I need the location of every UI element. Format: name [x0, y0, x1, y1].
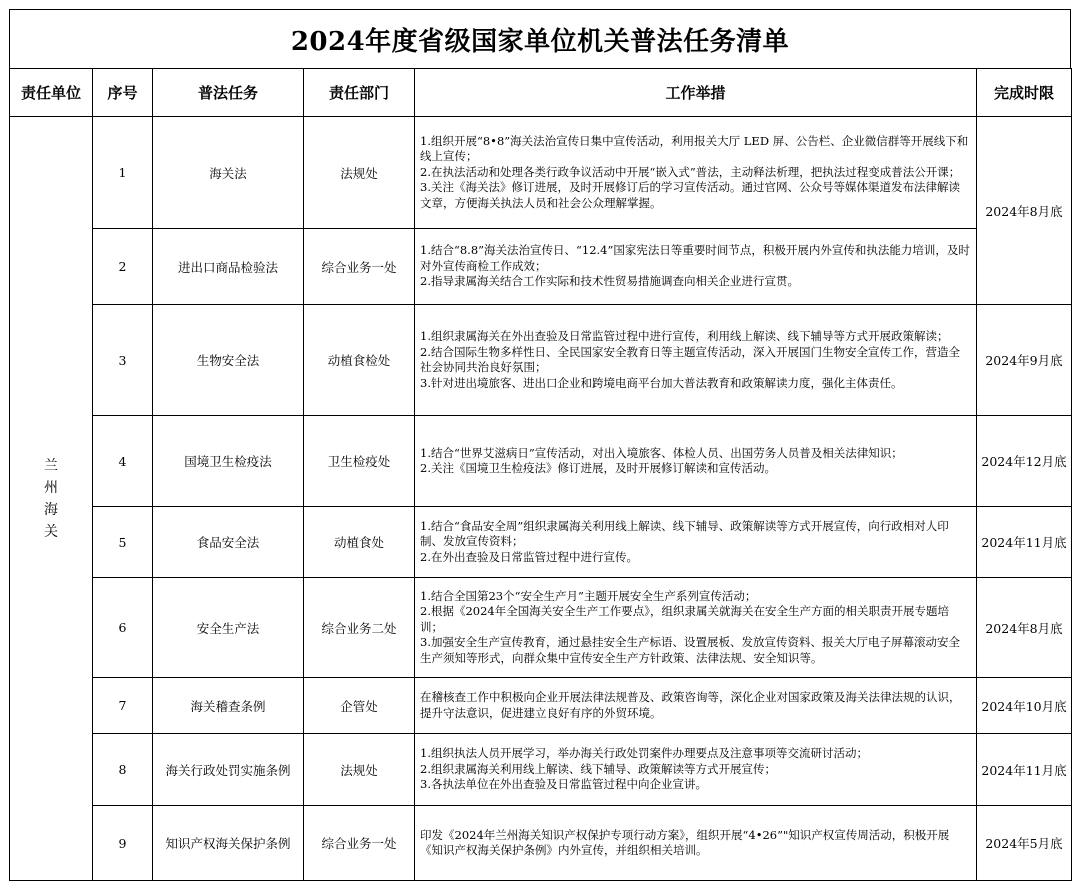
row-task: 知识产权海关保护条例: [153, 806, 304, 881]
measure-line: 在稽核查工作中积极向企业开展法律法规普及、政策咨询等，深化企业对国家政策及海关法律法规的认识，提升守法意识，促进建立良好有序的外贸环境。: [420, 690, 961, 720]
row-task: 海关法: [153, 117, 304, 229]
row-no: 6: [93, 578, 153, 678]
measure-line: 2.结合国际生物多样性日、全民国家安全教育日等主题宣传活动，深入开展国门生物安全宣传工作，营造全社会协同共治良好氛围；: [420, 344, 960, 374]
row-no: 4: [93, 416, 153, 507]
row-dept: 综合业务二处: [304, 578, 415, 678]
row-measures: [415, 416, 977, 507]
row-measures: [415, 229, 977, 305]
table-row: [10, 229, 1072, 305]
table-row: [10, 678, 1072, 734]
row-deadline: 2024年11月底: [977, 507, 1072, 578]
measure-line: 2.在外出查验及日常监管过程中进行宣传。: [420, 549, 638, 564]
header-unit: 责任单位: [10, 69, 93, 117]
document-sheet: [9, 9, 1071, 881]
row-no: 3: [93, 305, 153, 416]
row-measures: [415, 806, 977, 881]
row-no: 9: [93, 806, 153, 881]
table-row: [10, 416, 1072, 507]
row-task: 国境卫生检疫法: [153, 416, 304, 507]
row-deadline: 2024年8月底: [977, 117, 1072, 305]
row-deadline: 2024年8月底: [977, 578, 1072, 678]
measure-line: 3.各执法单位在外出查验及日常监管过程中向企业宣讲。: [420, 777, 707, 792]
row-dept: 动植食处: [304, 507, 415, 578]
measure-line: 1.组织开展“8•8”海关法治宣传日集中宣传活动，利用报关大厅 LED 屏、公告栏、企业微信群等开展线下和线上宣传；: [420, 133, 969, 164]
measure-line: 3.针对进出境旅客、进出口企业和跨境电商平台加大普法教育和政策解读力度，强化主体责任。: [420, 375, 903, 390]
row-deadline: 2024年9月底: [977, 305, 1072, 416]
row-dept: 卫生检疫处: [304, 416, 415, 507]
header-deadline: 完成时限: [977, 69, 1072, 117]
row-no: 7: [93, 678, 153, 734]
measure-line: 1.组织执法人员开展学习，举办海关行政处罚案件办理要点及注意事项等交流研讨活动；: [420, 746, 868, 761]
row-task: 进出口商品检验法: [153, 229, 304, 305]
row-measures: [415, 578, 977, 678]
row-task: 安全生产法: [153, 578, 304, 678]
table-row: [10, 507, 1072, 578]
row-task: 食品安全法: [153, 507, 304, 578]
header-no: 序号: [93, 69, 153, 117]
header-task: 普法任务: [153, 69, 304, 117]
table-row: [10, 734, 1072, 806]
measure-line: 2.组织隶属海关利用线上解读、线下辅导、政策解读等方式开展宣传；: [420, 761, 776, 776]
row-measures: [415, 117, 977, 229]
row-deadline: 2024年12月底: [977, 416, 1072, 507]
responsible-unit-cell: [10, 117, 93, 881]
measure-line: 2.关注《国境卫生检疫法》修订进展，及时开展修订解读和宣传活动。: [420, 461, 776, 475]
row-task: 海关行政处罚实施条例: [153, 734, 304, 806]
row-deadline: 2024年11月底: [977, 734, 1072, 806]
row-measures: [415, 734, 977, 806]
header-dept: 责任部门: [304, 69, 415, 117]
measure-line: 印发《2024年兰州海关知识产权保护专项行动方案》，组织开展“4•26”"知识产权宣传周活动，积极开展《知识产权海关保护条例》内外宣传，并组织相关培训。: [420, 827, 950, 857]
page-title: 2024年度省级国家单位机关普法任务清单: [290, 26, 790, 57]
row-dept: 综合业务一处: [304, 806, 415, 881]
table-row: [10, 305, 1072, 416]
header-row: [10, 69, 1072, 117]
table-row: [10, 806, 1072, 881]
row-deadline: 2024年10月底: [977, 678, 1072, 734]
row-no: 5: [93, 507, 153, 578]
row-dept: 动植食检处: [304, 305, 415, 416]
table-row: [10, 578, 1072, 678]
row-no: 8: [93, 734, 153, 806]
row-dept: 企管处: [304, 678, 415, 734]
row-measures: [415, 507, 977, 578]
measure-line: 1.结合“食品安全周”组织隶属海关利用线上解读、线下辅导、政策解读等方式开展宣传，向行政相对人印制、发放宣传资料；: [420, 518, 949, 549]
row-dept: 综合业务一处: [304, 229, 415, 305]
row-no: 1: [93, 117, 153, 229]
row-dept: 法规处: [304, 734, 415, 806]
responsible-unit: 兰州海关: [44, 457, 58, 540]
row-dept: 法规处: [304, 117, 415, 229]
measure-line: 1.结合“世界艾滋病日”宣传活动，对出入境旅客、体检人员、出国劳务人员普及相关法律知识；: [420, 445, 903, 460]
measure-line: 1.结合“8.8”海关法治宣传日、“12.4”国家宪法日等重要时间节点，积极开展内外宣传和执法能力培训，及时对外宣传商检工作成效；: [420, 243, 970, 273]
measure-line: 1.组织隶属海关在外出查验及日常监管过程中进行宣传，利用线上解读、线下辅导等方式开展政策解读；: [420, 329, 949, 343]
table-row: [10, 117, 1072, 229]
task-table: [9, 68, 1072, 881]
row-task: 生物安全法: [153, 305, 304, 416]
measure-line: 2.指导隶属海关结合工作实际和技术性贸易措施调查向相关企业进行宣贯。: [420, 274, 799, 289]
row-measures: [415, 305, 977, 416]
header-measures: 工作举措: [415, 69, 977, 117]
row-no: 2: [93, 229, 153, 305]
row-task: 海关稽查条例: [153, 678, 304, 734]
title-row: [9, 9, 1071, 68]
measure-line: 2.在执法活动和处理各类行政争议活动中开展“嵌入式”普法，主动释法析理，把执法过程变成普法公开课；: [420, 164, 961, 179]
measure-line: 3.加强安全生产宣传教育，通过悬挂安全生产标语、设置展板、发放宣传资料、报关大厅电子屏幕滚动安全生产须知等形式，向群众集中宣传安全生产方针政策、法律法规、安全知识等。: [420, 635, 960, 665]
measure-line: 3.关注《海关法》修订进展，及时开展修订后的学习宣传活动。通过官网、公众号等媒体渠道发布法律解读文章，方便海关执法人员和社会公众理解掌握。: [420, 180, 960, 210]
measure-line: 2.根据《2024年全国海关安全生产工作要点》，组织隶属关就海关在安全生产方面的相关职责开展专题培训；: [420, 604, 949, 634]
row-measures: [415, 678, 977, 734]
measure-line: 1.结合全国第23个“安全生产月”主题开展安全生产系列宣传活动；: [420, 588, 757, 603]
row-deadline: 2024年5月底: [977, 806, 1072, 881]
